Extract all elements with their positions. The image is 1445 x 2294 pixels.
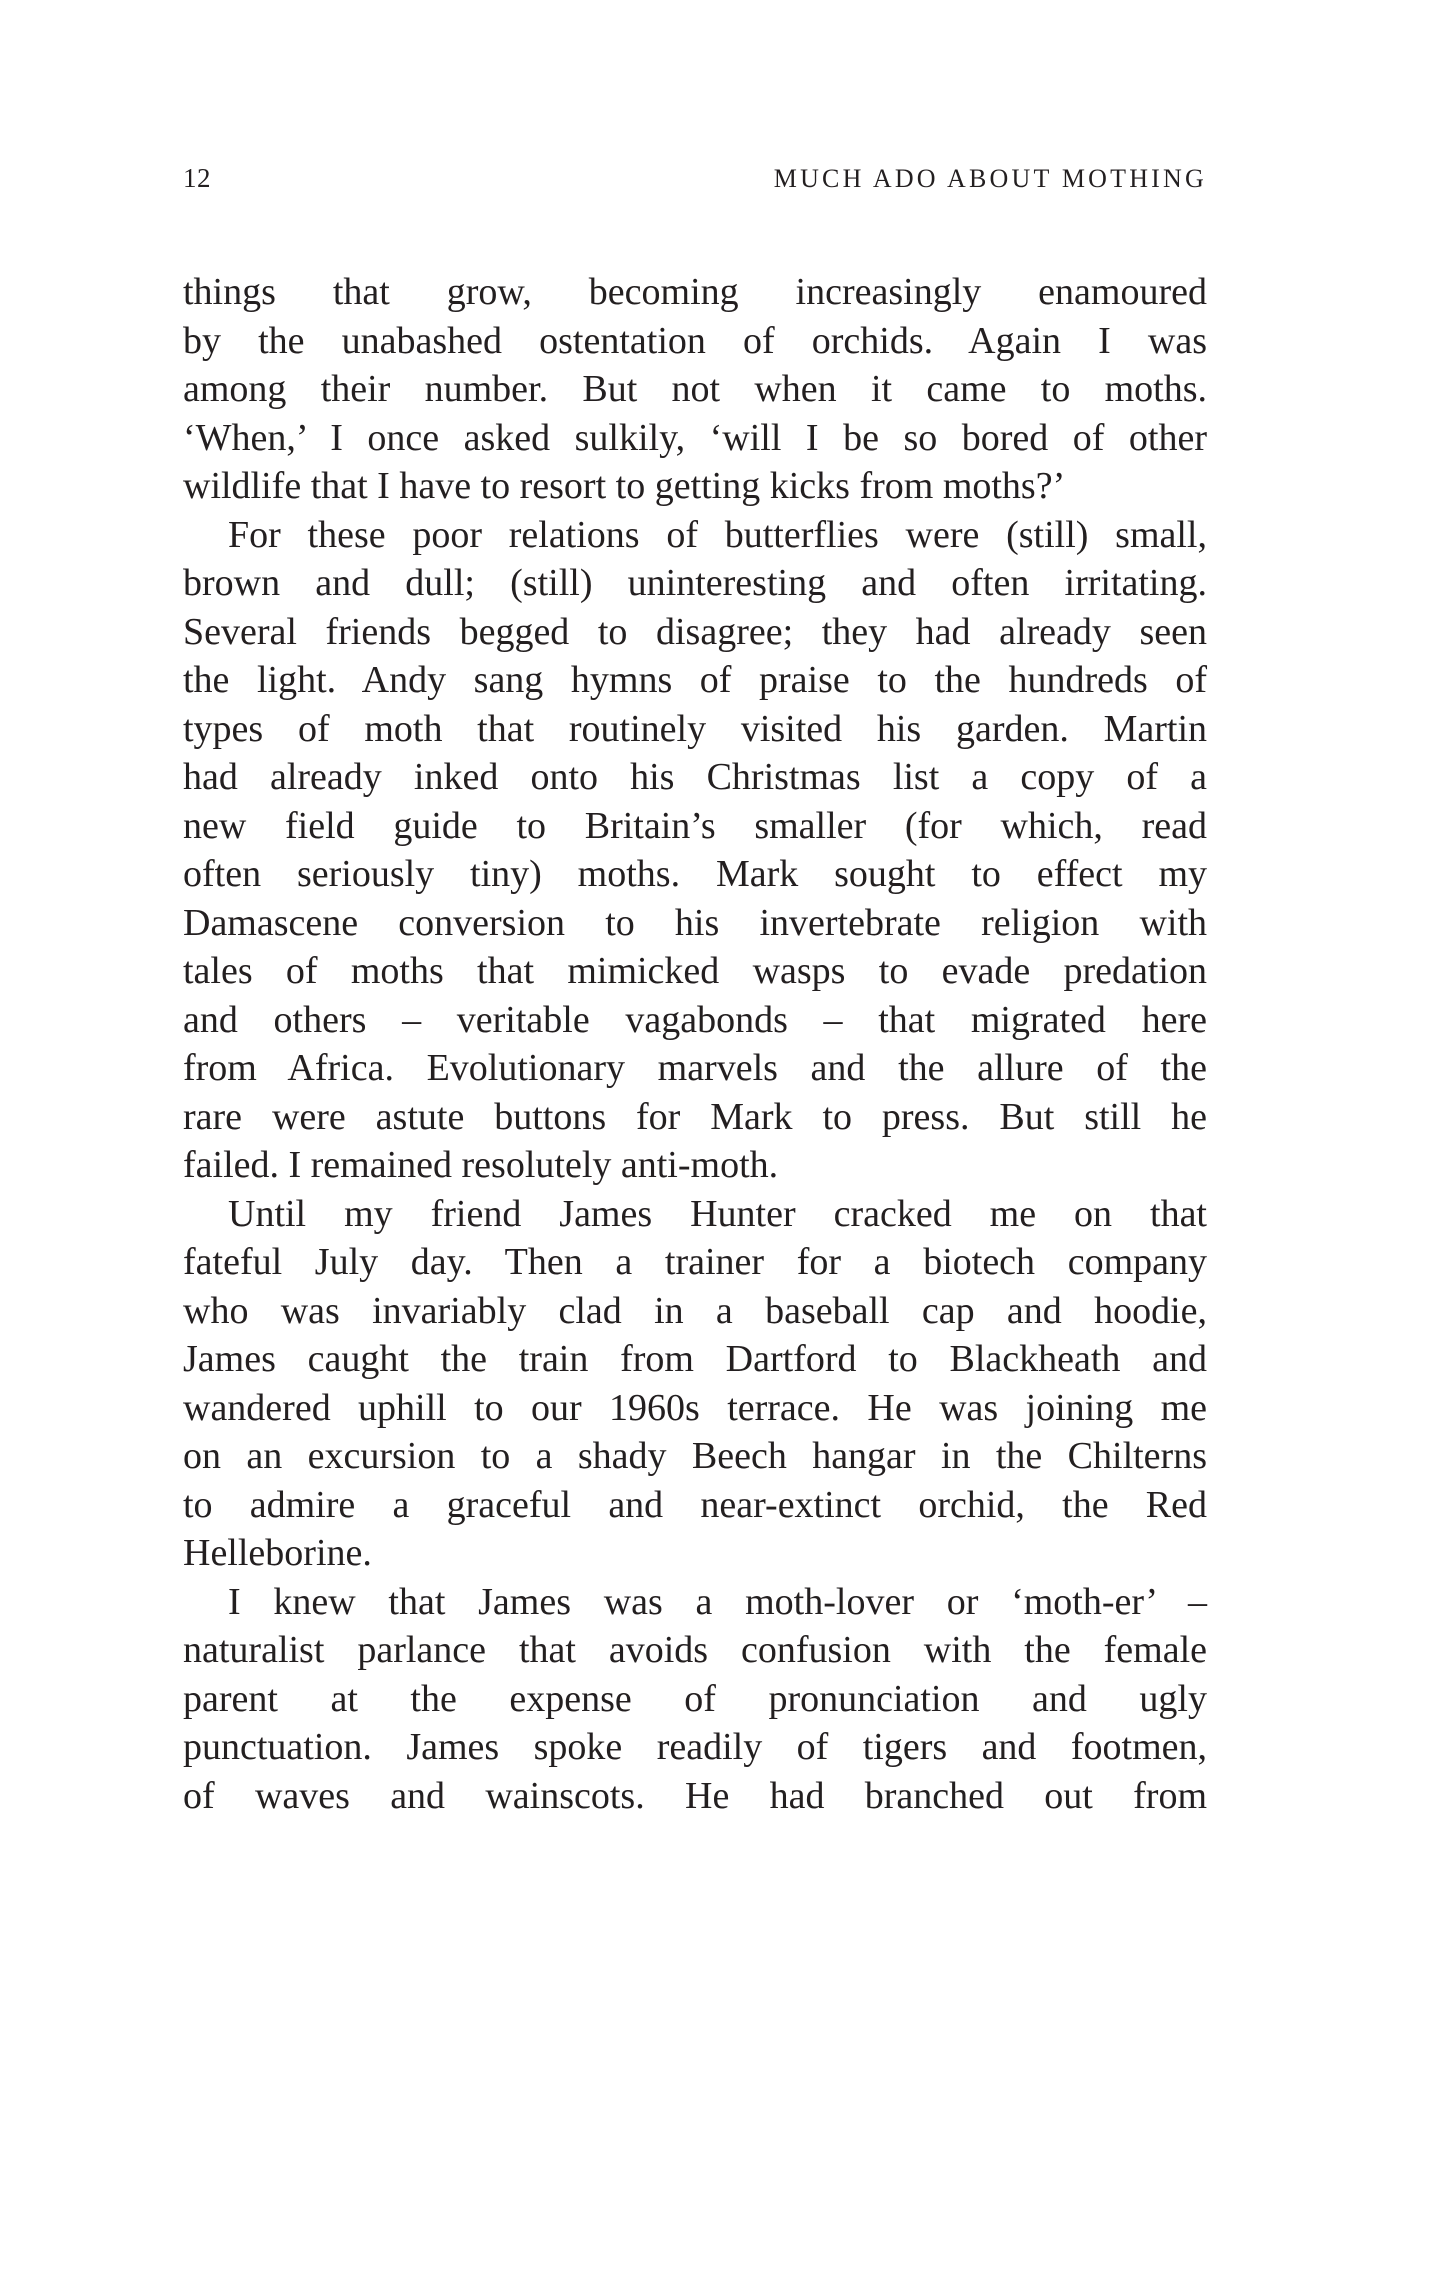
text-line: For these poor relations of butterflies were (still) small, (228, 513, 1207, 556)
text-line: had already inked onto his Christmas list a copy of a (183, 756, 1207, 798)
running-head (183, 152, 1207, 202)
text-line: to admire a graceful and near-extinct orchid, the Red (183, 1483, 1207, 1526)
text-line: naturalist parlance that avoids confusion with the female (183, 1629, 1207, 1671)
text-line: the light. Andy sang hymns of praise to the hundreds of (183, 659, 1207, 701)
text-line: James caught the train from Dartford to Blackheath and (183, 1338, 1207, 1380)
text-line: new field guide to Britain’s smaller (for which, read (183, 804, 1207, 847)
text-line: from Africa. Evolutionary marvels and the allure of the (183, 1047, 1207, 1089)
text-line: rare were astute buttons for Mark to press. But still he (183, 1095, 1207, 1138)
text-line: who was invariably clad in a baseball cap and hoodie, (183, 1289, 1207, 1332)
text-line: by the unabashed ostentation of orchids. Again I was (183, 319, 1207, 362)
text-line: I knew that James was a moth-lover or ‘moth-er’ – (228, 1580, 1207, 1623)
page-number: 12 (183, 163, 211, 193)
text-line: parent at the expense of pronunciation and ugly (183, 1677, 1207, 1720)
text-line: wildlife that I have to resort to getting kicks from moths?’ (183, 465, 1066, 507)
text-line: of waves and wainscots. He had branched out from (183, 1774, 1207, 1817)
text-line: types of moth that routinely visited his garden. Martin (183, 707, 1207, 750)
text-line: fateful July day. Then a trainer for a biotech company (183, 1241, 1207, 1283)
text-line: ‘When,’ I once asked sulkily, ‘will I be so bored of other (183, 416, 1207, 459)
text-line: tales of moths that mimicked wasps to evade predation (183, 950, 1207, 992)
text-line: Several friends begged to disagree; they had already seen (183, 610, 1207, 653)
text-line: Helleborine. (183, 1532, 372, 1574)
text-line: among their number. But not when it came to moths. (183, 368, 1207, 410)
text-line: and others – veritable vagabonds – that migrated here (183, 998, 1207, 1041)
text-line: Damascene conversion to his invertebrate religion with (183, 901, 1207, 944)
running-title: MUCH ADO ABOUT MOTHING (773, 164, 1207, 193)
text-line: on an excursion to a shady Beech hangar in the Chilterns (183, 1435, 1207, 1477)
text-line: things that grow, becoming increasingly enamoured (183, 271, 1207, 313)
text-line: punctuation. James spoke readily of tigers and footmen, (183, 1726, 1207, 1768)
body-text (183, 268, 1207, 1820)
text-line: Until my friend James Hunter cracked me on that (228, 1192, 1207, 1235)
text-line: often seriously tiny) moths. Mark sought to effect my (183, 853, 1207, 895)
text-line: failed. I remained resolutely anti-moth. (183, 1144, 779, 1186)
text-line: brown and dull; (still) uninteresting and often irritating. (183, 562, 1207, 604)
text-line: wandered uphill to our 1960s terrace. He was joining me (183, 1386, 1207, 1429)
